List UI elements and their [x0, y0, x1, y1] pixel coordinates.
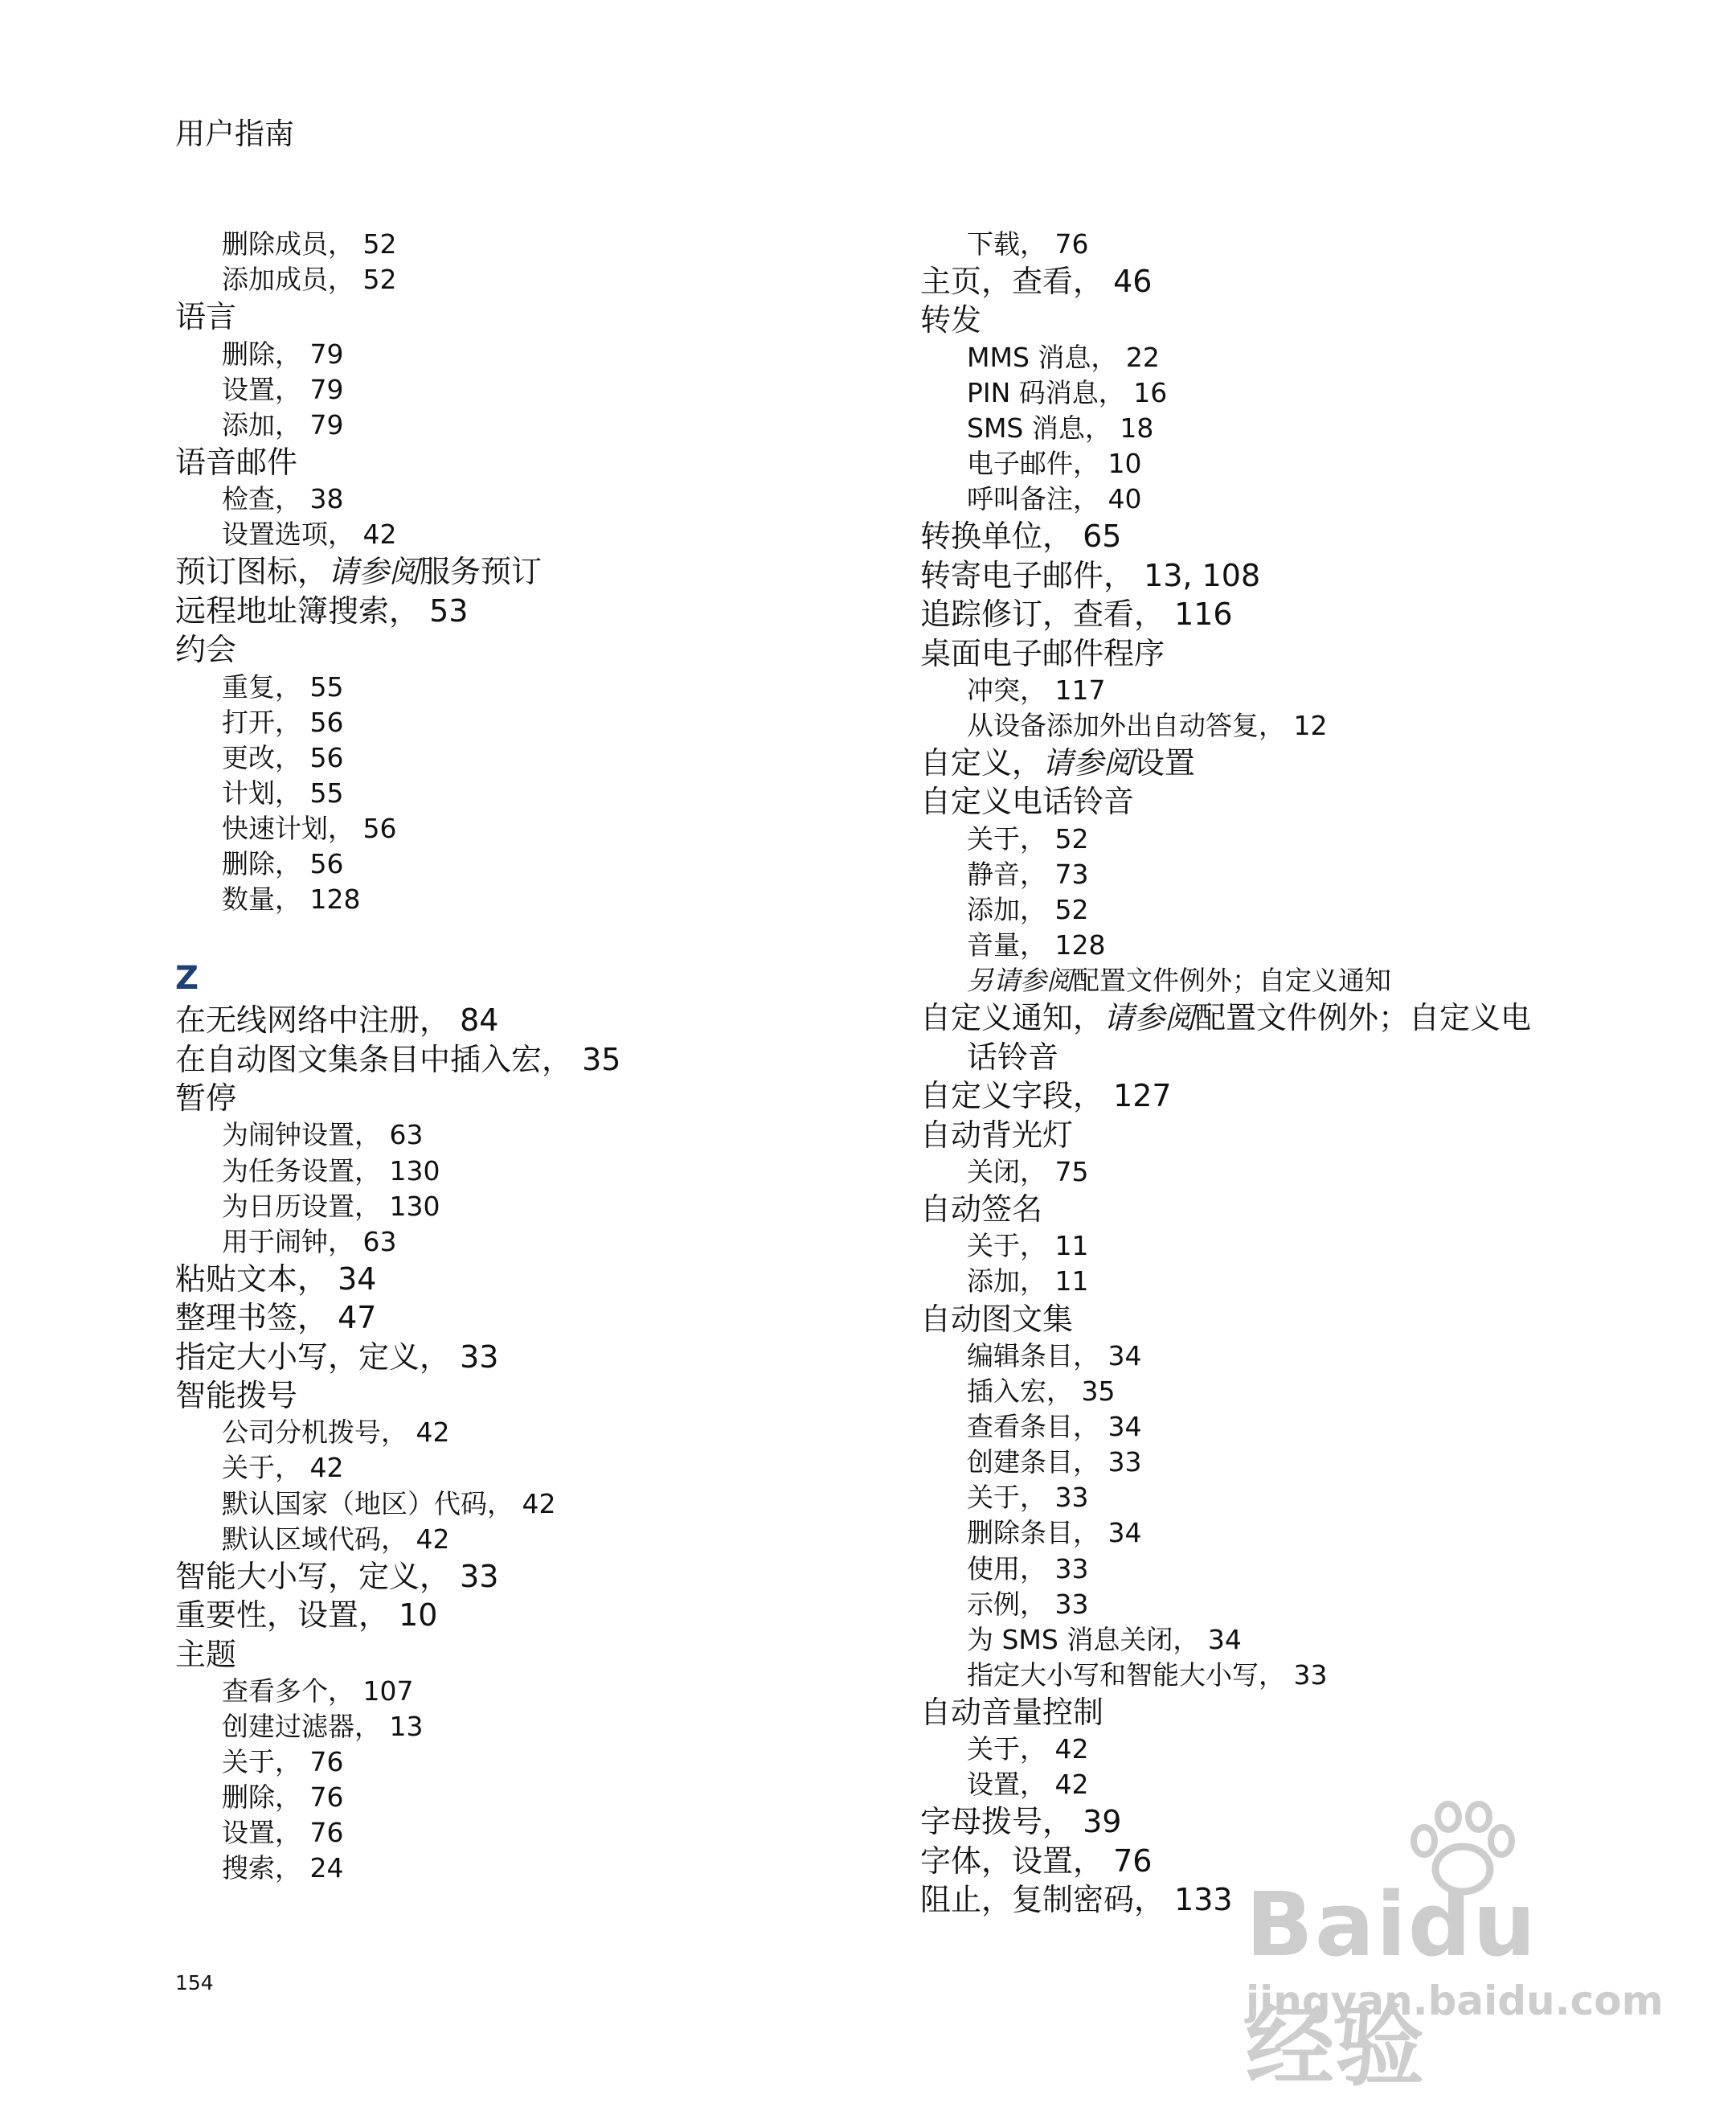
entry-text: 默认区域代码， 42	[222, 1523, 450, 1555]
index-column-right	[920, 227, 1644, 1920]
page-number: 154	[175, 1971, 214, 1994]
entry-text: SMS 消息， 18	[967, 412, 1154, 445]
index-subentry	[175, 1709, 899, 1744]
index-subentry	[175, 705, 899, 740]
cross-reference-target: 设置	[1134, 745, 1196, 781]
entry-text: 阻止，复制密码， 133	[920, 1882, 1233, 1918]
entry-text: 关于， 42	[967, 1733, 1089, 1765]
entry-text: 智能拨号	[175, 1377, 298, 1413]
entry-text: 查看多个， 107	[222, 1675, 414, 1707]
entry-text: 重要性，设置， 10	[175, 1597, 438, 1634]
entry-text: 字体，设置， 76	[920, 1843, 1153, 1879]
index-subentry	[175, 482, 899, 517]
entry-text: 添加成员， 52	[222, 264, 397, 296]
index-subentry	[920, 340, 1644, 375]
index-entry	[175, 1557, 899, 1596]
index-entry	[175, 1040, 899, 1079]
index-subentry	[920, 482, 1644, 517]
index-subentry	[920, 1154, 1644, 1190]
index-subentry	[920, 411, 1644, 446]
entry-text: 编辑条目， 34	[967, 1339, 1142, 1371]
index-entry	[920, 1693, 1644, 1732]
entry-text: 创建条目， 33	[967, 1446, 1142, 1478]
entry-text: 自动签名	[920, 1191, 1043, 1227]
entry-text: 设置选项， 42	[222, 519, 397, 551]
index-subentry	[175, 408, 899, 443]
index-subentry	[920, 375, 1644, 411]
entry-text: 转换单位， 65	[920, 519, 1122, 555]
index-subentry	[175, 1780, 899, 1815]
entry-text: 预订图标，	[175, 554, 329, 590]
entry-text: 使用， 33	[967, 1552, 1089, 1584]
index-subentry	[920, 822, 1644, 857]
index-subentry	[175, 847, 899, 882]
index-entry	[175, 1079, 899, 1117]
entry-text: 音量， 128	[967, 929, 1106, 961]
section-spacer	[175, 917, 899, 956]
index-subentry	[920, 1767, 1644, 1802]
index-entry	[920, 517, 1644, 555]
entry-text: 设置， 42	[967, 1769, 1089, 1801]
index-subentry	[175, 1154, 899, 1189]
index-subentry	[920, 673, 1644, 708]
index-entry-continuation	[920, 1038, 1644, 1076]
entry-text: MMS 消息， 22	[967, 341, 1160, 373]
index-subentry	[920, 446, 1644, 482]
entry-text: 约会	[175, 632, 237, 668]
baidu-jingyan-watermark	[1238, 1801, 1664, 2098]
index-subentry	[920, 227, 1644, 262]
index-subentry	[175, 337, 899, 372]
index-entry	[920, 998, 1644, 1037]
entry-text: 关于， 11	[967, 1230, 1089, 1262]
entry-text: 转发	[920, 302, 982, 338]
entry-text: 呼叫备注， 40	[967, 483, 1142, 515]
entry-text: 关于， 42	[222, 1452, 344, 1484]
entry-text: 自动图文集	[920, 1301, 1074, 1337]
index-subentry	[175, 517, 899, 552]
entry-text: 自定义电话铃音	[920, 784, 1135, 820]
entry-text: 添加， 11	[967, 1265, 1089, 1297]
entry-text: 下载， 76	[967, 228, 1089, 260]
index-column-left	[175, 227, 899, 1886]
entry-text: 暂停	[175, 1080, 237, 1117]
entry-text: 设置， 79	[222, 373, 344, 405]
entry-text: 整理书签， 47	[175, 1300, 377, 1336]
entry-text: 删除成员， 52	[222, 228, 397, 260]
index-subentry	[175, 740, 899, 776]
entry-text: 为 SMS 消息关闭， 34	[967, 1623, 1242, 1655]
index-subentry	[175, 1851, 899, 1886]
entry-text: 设置， 76	[222, 1817, 344, 1849]
index-subentry	[175, 1450, 899, 1486]
entry-text: 自动背光灯	[920, 1117, 1074, 1153]
entry-text: 语音邮件	[175, 444, 298, 480]
entry-text: 搜索， 24	[222, 1852, 344, 1884]
entry-text: 话铃音	[967, 1039, 1059, 1075]
cross-reference-target: 配置文件例外；自定义电	[1195, 1000, 1532, 1036]
index-subentry	[920, 1622, 1644, 1658]
entry-text: 自动音量控制	[920, 1694, 1104, 1730]
entry-text: Z	[175, 960, 199, 998]
entry-text: 插入宏， 35	[967, 1375, 1116, 1408]
cross-reference-label: 另请参阅	[967, 965, 1073, 997]
entry-text: 关于， 76	[222, 1746, 344, 1778]
running-header: 用户指南	[175, 117, 294, 151]
entry-text: 为日历设置， 130	[222, 1190, 440, 1222]
entry-text: 为闹钟设置， 63	[222, 1119, 424, 1151]
section-letter	[175, 956, 899, 1001]
entry-text: 为任务设置， 130	[222, 1154, 440, 1187]
entry-text: 指定大小写和智能大小写， 33	[967, 1658, 1328, 1691]
entry-text: 静音， 73	[967, 858, 1089, 890]
index-entry	[175, 1001, 899, 1039]
entry-text: 在自动图文集条目中插入宏， 35	[175, 1041, 621, 1077]
entry-text: 重复， 55	[222, 670, 344, 703]
entry-text: 主题	[175, 1636, 237, 1672]
index-entry	[175, 1260, 899, 1298]
index-subentry	[175, 776, 899, 811]
entry-text: 指定大小写，定义， 33	[175, 1338, 499, 1375]
index-subentry	[175, 1117, 899, 1153]
index-subentry	[920, 963, 1644, 998]
entry-text: 公司分机拨号， 42	[222, 1416, 450, 1449]
index-subentry	[920, 1587, 1644, 1622]
index-entry	[920, 595, 1644, 633]
entry-text: 粘贴文本， 34	[175, 1261, 377, 1297]
index-subentry	[920, 1228, 1644, 1264]
index-subentry	[920, 1552, 1644, 1587]
entry-text: 自定义，	[920, 745, 1043, 781]
entry-text: 关于， 33	[967, 1482, 1089, 1514]
entry-text: 检查， 38	[222, 483, 344, 515]
index-entry	[175, 1338, 899, 1376]
entry-text: 追踪修订，查看， 116	[920, 596, 1233, 633]
entry-text: 主页，查看， 46	[920, 264, 1153, 300]
cross-reference-label: 请参阅	[1042, 745, 1135, 781]
index-subentry	[920, 1409, 1644, 1445]
index-subentry	[920, 1264, 1644, 1299]
index-entry	[920, 782, 1644, 821]
index-entry	[175, 1596, 899, 1634]
index-entry	[920, 1076, 1644, 1115]
watermark-logo: Baidu 经验	[1246, 1873, 1537, 2098]
index-entry	[920, 556, 1644, 595]
index-entry	[920, 1300, 1644, 1338]
index-subentry	[175, 227, 899, 262]
index-entry	[175, 1635, 899, 1674]
entry-text: 语言	[175, 299, 237, 335]
index-entry	[920, 262, 1644, 301]
cross-reference-target: 服务预订	[420, 554, 542, 590]
cross-reference-label: 请参阅	[1103, 1000, 1196, 1036]
index-subentry	[175, 1415, 899, 1450]
index-entry	[175, 1376, 899, 1415]
entry-text: 数量， 128	[222, 883, 361, 916]
index-subentry	[920, 1338, 1644, 1374]
index-subentry	[175, 1189, 899, 1224]
entry-text: 更改， 56	[222, 741, 344, 773]
entry-text: 用于闹钟， 63	[222, 1225, 397, 1257]
index-subentry	[175, 372, 899, 408]
entry-text: 快速计划， 56	[222, 812, 397, 844]
index-entry	[175, 1298, 899, 1337]
entry-text: 智能大小写，定义， 33	[175, 1558, 499, 1594]
index-entry	[920, 744, 1644, 782]
index-subentry	[175, 882, 899, 917]
entry-text: 在无线网络中注册， 84	[175, 1002, 499, 1039]
entry-text: 自定义字段， 127	[920, 1078, 1172, 1114]
index-subentry	[175, 1224, 899, 1260]
cross-reference-target: 配置文件例外；自定义通知	[1073, 965, 1391, 997]
entry-text: 电子邮件， 10	[967, 448, 1142, 480]
index-entry	[175, 592, 899, 630]
index-subentry	[920, 892, 1644, 928]
entry-text: PIN 码消息， 16	[967, 376, 1168, 408]
index-subentry	[175, 811, 899, 847]
index-subentry	[920, 1445, 1644, 1480]
index-subentry	[175, 1744, 899, 1780]
entry-text: 计划， 55	[222, 777, 344, 809]
entry-text: 删除， 56	[222, 848, 344, 880]
index-entry	[175, 297, 899, 336]
cross-reference-label: 请参阅	[328, 554, 420, 590]
index-subentry	[920, 708, 1644, 744]
entry-text: 关闭， 75	[967, 1155, 1089, 1187]
index-entry	[920, 634, 1644, 673]
watermark-url: jingyan.baidu.com	[1246, 1978, 1664, 2024]
entry-text: 删除条目， 34	[967, 1517, 1142, 1549]
entry-text: 字母拨号， 39	[920, 1804, 1122, 1840]
index-subentry	[175, 670, 899, 705]
entry-text: 桌面电子邮件程序	[920, 635, 1165, 671]
entry-text: 删除， 76	[222, 1781, 344, 1814]
entry-text: 远程地址簿搜索， 53	[175, 592, 469, 629]
index-subentry	[175, 1486, 899, 1522]
entry-text: 添加， 52	[967, 894, 1089, 926]
index-entry	[175, 552, 899, 591]
index-subentry	[920, 1374, 1644, 1409]
index-entry	[175, 630, 899, 669]
index-subentry	[920, 1732, 1644, 1767]
entry-text: 关于， 52	[967, 822, 1089, 855]
entry-text: 查看条目， 34	[967, 1411, 1142, 1443]
entry-text: 冲突， 117	[967, 674, 1106, 706]
index-subentry	[920, 1515, 1644, 1551]
entry-text: 示例， 33	[967, 1588, 1089, 1620]
index-subentry	[175, 1522, 899, 1557]
entry-text: 创建过滤器， 13	[222, 1711, 424, 1743]
entry-text: 默认国家（地区）代码， 42	[222, 1487, 556, 1519]
index-entry	[920, 1190, 1644, 1228]
entry-text: 打开， 56	[222, 706, 344, 738]
index-subentry	[920, 928, 1644, 963]
index-subentry	[920, 1480, 1644, 1515]
index-subentry	[175, 262, 899, 297]
index-entry	[920, 301, 1644, 339]
entry-text: 自定义通知，	[920, 1000, 1104, 1036]
entry-text: 从设备添加外出自动答复， 12	[967, 710, 1328, 741]
entry-text: 删除， 79	[222, 338, 344, 370]
index-subentry	[175, 1674, 899, 1709]
index-subentry	[175, 1815, 899, 1851]
index-entry	[175, 443, 899, 482]
entry-text: 转寄电子邮件， 13, 108	[920, 557, 1261, 593]
index-entry	[920, 1116, 1644, 1154]
entry-text: 添加， 79	[222, 408, 344, 441]
index-subentry	[920, 1658, 1644, 1693]
index-subentry	[920, 857, 1644, 892]
